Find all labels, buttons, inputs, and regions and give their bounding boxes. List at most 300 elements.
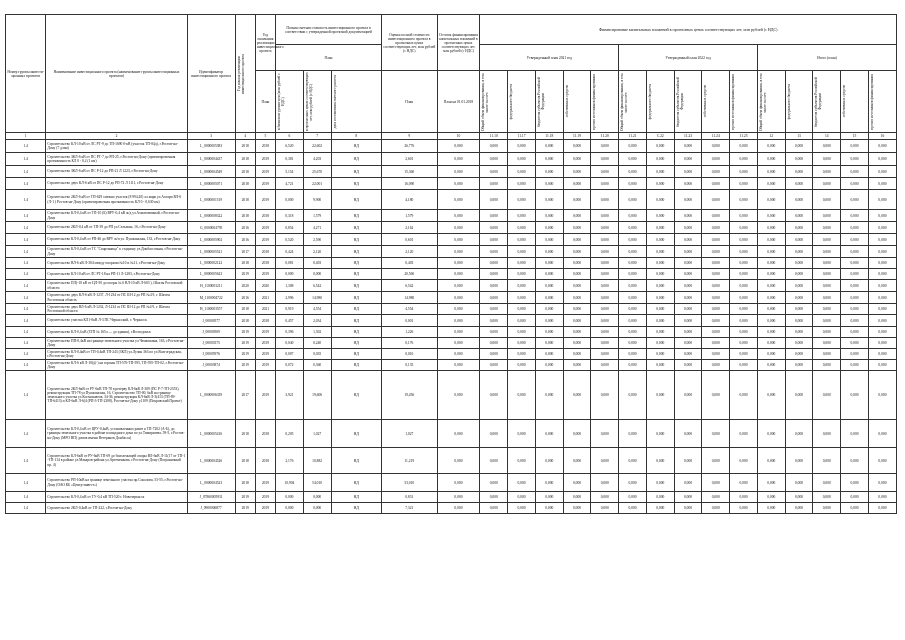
financing-value-cell: 0,000 (868, 474, 896, 492)
financing-value-cell: 0,000 (674, 246, 702, 258)
financing-value-cell: 0,000 (674, 222, 702, 234)
financing-value-cell: 0,000 (813, 304, 841, 315)
remain-cell: 0,000 (437, 190, 480, 210)
col-year-end-plan: План (255, 71, 275, 133)
group-number-cell: 1.4 (6, 222, 46, 234)
group-number-cell: 1.4 (6, 360, 46, 371)
table-row (6, 371, 897, 420)
project-id-cell: L_0000004526 (187, 448, 235, 474)
cost-date-cell: НД (331, 280, 382, 292)
estimate-cell: 6,542 (382, 280, 438, 292)
table-row (6, 315, 897, 327)
financing-value-cell: 0,000 (785, 371, 813, 420)
col-cost-date: дата составления сметного расчета (331, 71, 382, 133)
financing-value-cell: 0,000 (757, 234, 785, 246)
project-id-cell: G_0000004795 (187, 222, 235, 234)
remain-cell: 0,000 (437, 234, 480, 246)
financing-value-cell: 0,000 (619, 349, 647, 360)
financing-value-cell: 0,000 (591, 371, 619, 420)
financing-value-cell: 0,000 (785, 492, 813, 503)
financing-value-cell: 0,000 (757, 492, 785, 503)
year-end-cell: 2019 (255, 349, 275, 360)
remain-cell: 0,000 (437, 315, 480, 327)
financing-value-cell: 0,000 (535, 292, 563, 304)
financing-value-cell: 0,000 (813, 246, 841, 258)
financing-value-cell: 0,000 (646, 280, 674, 292)
estimate-cell: 0,135 (382, 360, 438, 371)
table-row (6, 292, 897, 304)
financing-value-cell: 0,000 (785, 503, 813, 514)
cost-current-cell: 4,554 (303, 304, 331, 315)
cost-current-cell: 6,542 (303, 280, 331, 292)
sub-2022-c: бюджетов субъектов Российской Федерации (674, 71, 702, 133)
financing-value-cell: 0,000 (757, 327, 785, 338)
table-row (6, 269, 897, 280)
cost-date-cell: НД (331, 327, 382, 338)
cost-current-cell: 19,606 (303, 371, 331, 420)
financing-value-cell: 0,000 (480, 503, 508, 514)
financing-value-cell: 0,000 (730, 234, 758, 246)
table-row (6, 448, 897, 474)
financing-value-cell: 0,000 (508, 474, 536, 492)
remain-cell: 0,000 (437, 222, 480, 234)
financing-value-cell: 0,000 (868, 338, 896, 349)
cost-current-cell: 2,034 (303, 315, 331, 327)
group-number-cell: 1.4 (6, 166, 46, 178)
cost-current-cell: 0,403 (303, 258, 331, 269)
cost-date-cell: НД (331, 258, 382, 269)
financing-value-cell: 0,000 (813, 474, 841, 492)
estimate-cell: 1,579 (382, 210, 438, 222)
col-year-end: Год окончания реализации инвестиционного проекта (255, 15, 275, 71)
estimate-cell: 0,831 (382, 492, 438, 503)
column-number: 5 (255, 133, 275, 140)
financing-value-cell: 0,000 (702, 178, 730, 190)
cost-current-cell: 4,203 (303, 153, 331, 166)
financing-value-cell: 0,000 (619, 246, 647, 258)
financing-value-cell: 0,000 (591, 338, 619, 349)
cost-base-cell: 1,308 (276, 280, 304, 292)
estimate-cell: 11,219 (382, 448, 438, 474)
remain-cell: 0,000 (437, 292, 480, 304)
financing-value-cell: 0,000 (785, 190, 813, 210)
project-id-cell: L_0000005071 (187, 178, 235, 190)
financing-value-cell: 0,000 (591, 448, 619, 474)
financing-value-cell: 0,000 (591, 153, 619, 166)
financing-value-cell: 0,000 (508, 222, 536, 234)
remain-cell: 0,000 (437, 371, 480, 420)
col-cost-base: в базисном уровне цен (млн рублей с НДС) (276, 71, 304, 133)
year-start-cell: 2017 (235, 371, 255, 420)
financing-value-cell: 0,000 (730, 190, 758, 210)
financing-value-cell: 0,000 (480, 140, 508, 153)
financing-value-cell: 0,000 (619, 190, 647, 210)
financing-value-cell: 0,000 (674, 349, 702, 360)
estimate-cell: 2,601 (382, 153, 438, 166)
column-number: 1 (6, 133, 46, 140)
remain-cell: 0,000 (437, 349, 480, 360)
project-id-cell: J_00003874 (187, 360, 235, 371)
cost-base-cell: 0,318 (276, 210, 304, 222)
financing-value-cell: 0,000 (785, 315, 813, 327)
financing-value-cell: 0,000 (619, 269, 647, 280)
cost-date-cell: НД (331, 166, 382, 178)
financing-value-cell: 0,000 (813, 327, 841, 338)
financing-value-cell: 0,000 (757, 269, 785, 280)
sub-2021-c: бюджетов субъектов Российской Федерации (535, 71, 563, 133)
financing-value-cell: 0,000 (591, 166, 619, 178)
col-plan-2022: Утвержденный план 2022 год (619, 45, 758, 71)
financing-value-cell: 0,000 (757, 349, 785, 360)
financing-value-cell: 0,000 (535, 304, 563, 315)
financing-value-cell: 0,000 (535, 280, 563, 292)
financing-value-cell: 0,000 (813, 371, 841, 420)
column-number: 11.24 (702, 133, 730, 140)
column-number: 11.19 (563, 133, 591, 140)
financing-value-cell: 0,000 (563, 492, 591, 503)
financing-value-cell: 0,000 (757, 246, 785, 258)
cost-current-cell: 0,000 (303, 492, 331, 503)
estimate-cell: 26,776 (382, 140, 438, 153)
table-row (6, 360, 897, 371)
estimate-cell: 0,403 (382, 258, 438, 269)
cost-date-cell: НД (331, 140, 382, 153)
financing-value-cell: 0,000 (535, 371, 563, 420)
estimate-cell: 14,980 (382, 292, 438, 304)
cost-current-cell: 25,670 (303, 166, 331, 178)
cost-date-cell: НД (331, 234, 382, 246)
financing-value-cell: 0,000 (702, 234, 730, 246)
cost-date-cell: НД (331, 420, 382, 448)
column-number: С.22 (646, 133, 674, 140)
cost-current-cell: 2,120 (303, 246, 331, 258)
sub-total-d: собственных средств (841, 71, 869, 133)
financing-value-cell: 0,000 (813, 153, 841, 166)
cost-base-cell: 0,007 (276, 349, 304, 360)
financing-value-cell: 0,000 (591, 474, 619, 492)
financing-value-cell: 0,000 (535, 338, 563, 349)
group-number-cell: 1.4 (6, 448, 46, 474)
project-name-cell: Строительство КЛ-0,4 кВ (ЗТП № 165л — до здания), г.Волгодонск (46, 327, 187, 338)
remain-cell: 0,000 (437, 338, 480, 349)
group-number-cell: 1.4 (6, 246, 46, 258)
year-start-cell: 2019 (235, 503, 255, 514)
financing-value-cell: 0,000 (702, 210, 730, 222)
financing-value-cell: 0,000 (563, 258, 591, 269)
financing-value-cell: 0,000 (563, 360, 591, 371)
financing-value-cell: 0,000 (619, 360, 647, 371)
financing-value-cell: 0,000 (730, 222, 758, 234)
financing-value-cell: 0,000 (813, 140, 841, 153)
sub-2022-d: собственных средств (702, 71, 730, 133)
financing-value-cell: 0,000 (868, 140, 896, 153)
financing-value-cell: 0,000 (535, 222, 563, 234)
financing-value-cell: 0,000 (674, 492, 702, 503)
cost-current-cell: 0,000 (303, 503, 331, 514)
financing-value-cell: 0,000 (702, 371, 730, 420)
financing-value-cell: 0,000 (841, 304, 869, 315)
financing-value-cell: 0,000 (591, 304, 619, 315)
financing-value-cell: 0,000 (702, 338, 730, 349)
financing-value-cell: 0,000 (563, 178, 591, 190)
column-number: 15 (841, 133, 869, 140)
cost-current-cell: 1,579 (303, 210, 331, 222)
project-id-cell: L_0000008322 (187, 210, 235, 222)
financing-value-cell: 0,000 (480, 269, 508, 280)
year-end-cell: 2019 (255, 338, 275, 349)
group-number-cell: 1.4 (6, 210, 46, 222)
financing-value-cell: 0,000 (563, 371, 591, 420)
financing-value-cell: 0,000 (646, 222, 674, 234)
financing-value-cell: 0,000 (508, 420, 536, 448)
financing-value-cell: 0,000 (619, 292, 647, 304)
table-body (6, 133, 897, 514)
cost-base-cell: 0,396 (276, 327, 304, 338)
col-total-plan: Итого (план) (757, 45, 896, 71)
year-start-cell: 2016 (235, 222, 255, 234)
financing-value-cell: 0,000 (757, 258, 785, 269)
project-id-cell: L_0000001519 (187, 190, 235, 210)
financing-value-cell: 0,000 (674, 360, 702, 371)
project-name-cell: Строительство ВЛ-6 кВ Л-304 между опорами №10 и №11, г.Ростов-на-Дону (46, 258, 187, 269)
financing-value-cell: 0,000 (591, 190, 619, 210)
project-name-cell: Строительство КЛ-10 кВ от ЛС РТ-18 на РП-11 Л-1283, г.Ростов-на-Дону (46, 269, 187, 280)
cost-base-cell: 4,721 (276, 178, 304, 190)
financing-value-cell: 0,000 (730, 140, 758, 153)
financing-value-cell: 0,000 (646, 190, 674, 210)
financing-value-cell: 0,000 (702, 280, 730, 292)
financing-value-cell: 0,000 (535, 178, 563, 190)
financing-value-cell: 0,000 (674, 420, 702, 448)
financing-value-cell: 0,000 (813, 503, 841, 514)
column-number: 11.20 (591, 133, 619, 140)
cost-base-cell: 3,921 (276, 371, 304, 420)
year-end-cell: 2018 (255, 448, 275, 474)
financing-value-cell: 0,000 (702, 327, 730, 338)
financing-value-cell: 0,000 (508, 280, 536, 292)
year-start-cell: 2019 (235, 269, 255, 280)
year-start-cell: 2018 (235, 420, 255, 448)
project-id-cell: J_00000577 (187, 315, 235, 327)
estimate-cell: 0,601 (382, 234, 438, 246)
financing-value-cell: 0,000 (535, 420, 563, 448)
cost-date-cell: НД (331, 190, 382, 210)
project-name-cell: Строительство РП-10кВ на границе земельного участка пр.Соколова, 53-55, г.Ростов-на-Дону (ОАО КБ «Центр-инвест») (46, 474, 187, 492)
year-start-cell: 2018 (235, 210, 255, 222)
financing-value-cell: 0,000 (813, 222, 841, 234)
cost-date-cell: НД (331, 371, 382, 420)
financing-value-cell: 0,000 (480, 258, 508, 269)
column-number-row (6, 133, 897, 140)
financing-value-cell: 0,000 (563, 153, 591, 166)
sub-2021-d: собственных средств (563, 71, 591, 133)
financing-value-cell: 0,000 (813, 448, 841, 474)
financing-value-cell: 0,000 (619, 304, 647, 315)
financing-value-cell: 0,000 (563, 420, 591, 448)
cost-date-cell: НД (331, 246, 382, 258)
estimate-cell: 1,027 (382, 420, 438, 448)
financing-value-cell: 0,000 (730, 371, 758, 420)
financing-value-cell: 0,000 (619, 371, 647, 420)
group-number-cell: 1.4 (6, 474, 46, 492)
sub-2022-b: федерального бюджета (646, 71, 674, 133)
financing-value-cell: 0,000 (785, 474, 813, 492)
financing-value-cell: 0,000 (868, 246, 896, 258)
year-end-cell: 2018 (255, 315, 275, 327)
year-end-cell: 2018 (255, 246, 275, 258)
cost-current-cell: 22,602 (303, 140, 331, 153)
col-cost-plan: План (276, 45, 382, 71)
remain-cell: 0,000 (437, 492, 480, 503)
estimate-cell: 0,001 (382, 315, 438, 327)
year-start-cell: 2018 (235, 258, 255, 269)
year-start-cell: 2017 (235, 246, 255, 258)
col-estimate-plan: План (382, 71, 438, 133)
group-number-cell: 1.4 (6, 140, 46, 153)
financing-value-cell: 0,000 (646, 315, 674, 327)
financing-value-cell: 0,000 (702, 153, 730, 166)
year-start-cell: 2019 (235, 349, 255, 360)
year-start-cell: 2016 (235, 292, 255, 304)
financing-value-cell: 0,000 (674, 338, 702, 349)
financing-value-cell: 0,000 (813, 234, 841, 246)
cost-base-cell: 0,072 (276, 360, 304, 371)
financing-value-cell: 0,000 (563, 304, 591, 315)
group-number-cell: 1.4 (6, 338, 46, 349)
financing-value-cell: 0,000 (646, 371, 674, 420)
year-end-cell: 2019 (255, 360, 275, 371)
financing-value-cell: 0,000 (646, 292, 674, 304)
financing-value-cell: 0,000 (563, 269, 591, 280)
table-row (6, 492, 897, 503)
project-id-cell: J_00003575 (187, 338, 235, 349)
cost-date-cell: НД (331, 210, 382, 222)
project-name-cell: Строительство ПЛ(-10 кВ от ЦЛ-50 до опоры № 6 ВЛ-10 кВ Л-603 ), Шахты Ростовской области (46, 280, 187, 292)
financing-value-cell: 0,000 (591, 210, 619, 222)
remain-cell: 0,000 (437, 258, 480, 269)
financing-value-cell: 0,000 (841, 292, 869, 304)
financing-value-cell: 0,000 (563, 140, 591, 153)
financing-value-cell: 0,000 (480, 210, 508, 222)
group-number-cell: 1.4 (6, 269, 46, 280)
estimate-cell: 1,226 (382, 327, 438, 338)
financing-value-cell: 0,000 (619, 474, 647, 492)
remain-cell: 0,000 (437, 503, 480, 514)
financing-value-cell: 0,000 (508, 258, 536, 269)
cost-base-cell: 2,996 (276, 292, 304, 304)
financing-value-cell: 0,000 (619, 503, 647, 514)
financing-value-cell: 0,000 (535, 474, 563, 492)
project-name-cell: Строительство КЛ-0,4 кВ от РП-46 до ВРУ ж/п ул. Пушкинская, 133, г.Ростов-на-Дону (46, 234, 187, 246)
remain-cell: 0,000 (437, 280, 480, 292)
cost-base-cell: 0,424 (276, 246, 304, 258)
financing-value-cell: 0,000 (480, 338, 508, 349)
estimate-cell: 16,090 (382, 178, 438, 190)
financing-value-cell: 0,000 (785, 178, 813, 190)
column-number: 12 (757, 133, 785, 140)
cost-base-cell: 0,040 (276, 338, 304, 349)
financing-value-cell: 0,000 (480, 304, 508, 315)
financing-value-cell: 0,000 (757, 315, 785, 327)
project-id-cell: L_0000006339 (187, 371, 235, 420)
cost-date-cell: НД (331, 349, 382, 360)
report-sheet (5, 14, 897, 514)
financing-value-cell: 0,000 (757, 448, 785, 474)
col-financing-group: Финансирование капитальных вложений в прогнозных ценах соответствующих лет, млн рублей (с НДС) (480, 15, 897, 45)
sub-total-a: Общий объем финансирования, в том числе за счет: (757, 71, 785, 133)
financing-value-cell: 0,000 (730, 360, 758, 371)
financing-value-cell: 0,000 (785, 210, 813, 222)
table-row (6, 420, 897, 448)
year-end-cell: 2019 (255, 222, 275, 234)
cost-current-cell: 14,980 (303, 292, 331, 304)
financing-value-cell: 0,000 (480, 178, 508, 190)
financing-value-cell: 0,000 (841, 492, 869, 503)
col-estimate-group: Оценка полной стоимости инвестиционного проекта в прогнозных ценах соответствующих лет, млн рублей (с НДС) (382, 15, 438, 71)
financing-value-cell: 0,000 (868, 349, 896, 360)
financing-value-cell: 0,000 (841, 349, 869, 360)
estimate-cell: 19,456 (382, 371, 438, 420)
financing-value-cell: 0,000 (591, 349, 619, 360)
financing-value-cell: 0,000 (868, 280, 896, 292)
remain-cell: 0,000 (437, 327, 480, 338)
financing-value-cell: 0,000 (868, 222, 896, 234)
financing-value-cell: 0,000 (813, 190, 841, 210)
financing-value-cell: 0,000 (702, 166, 730, 178)
financing-value-cell: 0,000 (674, 178, 702, 190)
sub-2021-e: прочих источников финансирования (591, 71, 619, 133)
financing-value-cell: 0,000 (508, 503, 536, 514)
financing-value-cell: 0,000 (508, 448, 536, 474)
financing-value-cell: 0,000 (646, 338, 674, 349)
table-row (6, 153, 897, 166)
year-start-cell: 2016 (235, 234, 255, 246)
remain-cell: 0,000 (437, 304, 480, 315)
sub-2022-e: прочих источников финансирования (730, 71, 758, 133)
financing-value-cell: 0,000 (730, 327, 758, 338)
financing-value-cell: 0,000 (813, 258, 841, 269)
financing-value-cell: 0,000 (646, 178, 674, 190)
cost-current-cell: 1,027 (303, 420, 331, 448)
financing-value-cell: 0,000 (646, 448, 674, 474)
year-end-cell: 2019 (255, 190, 275, 210)
financing-value-cell: 0,000 (480, 166, 508, 178)
estimate-cell: 20,560 (382, 269, 438, 280)
financing-value-cell: 0,000 (841, 474, 869, 492)
year-start-cell: 2019 (235, 327, 255, 338)
group-number-cell: 1.4 (6, 190, 46, 210)
financing-value-cell: 0,000 (674, 210, 702, 222)
financing-value-cell: 0,000 (508, 269, 536, 280)
financing-value-cell: 0,000 (813, 420, 841, 448)
financing-value-cell: 0,000 (508, 492, 536, 503)
remain-cell: 0,000 (437, 474, 480, 492)
financing-value-cell: 0,000 (674, 258, 702, 269)
financing-value-cell: 0,000 (591, 292, 619, 304)
financing-value-cell: 0,000 (757, 304, 785, 315)
financing-value-cell: 0,000 (480, 292, 508, 304)
financing-value-cell: 0,000 (868, 210, 896, 222)
remain-cell: 0,000 (437, 178, 480, 190)
cost-base-cell: 0,381 (276, 153, 304, 166)
financing-value-cell: 0,000 (619, 178, 647, 190)
table-row (6, 178, 897, 190)
cost-date-cell: НД (331, 492, 382, 503)
cost-date-cell: НД (331, 178, 382, 190)
financing-value-cell: 0,000 (619, 222, 647, 234)
financing-value-cell: 0,000 (674, 280, 702, 292)
financing-value-cell: 0,000 (785, 349, 813, 360)
